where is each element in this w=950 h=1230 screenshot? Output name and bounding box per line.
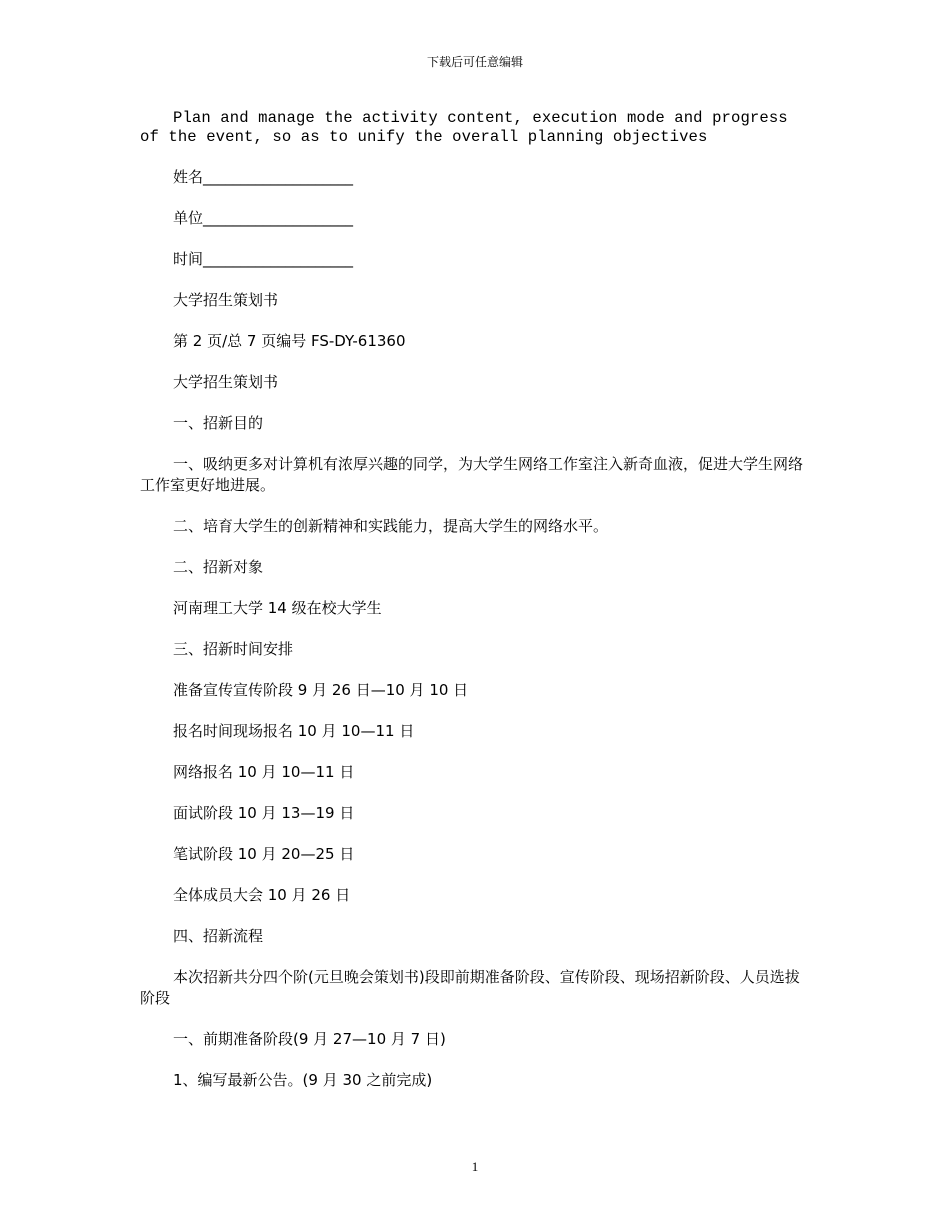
unit-field-line: 单位____________________ [173, 209, 354, 227]
intro-paragraph: Plan and manage the activity content, execution mode and progress of the event, so as to unify the overall planning objectives [140, 109, 788, 146]
section-title: 大学招生策划书 [173, 373, 279, 391]
schedule-item: 准备宣传宣传阶段 9 月 26 日—10 月 10 日 [173, 681, 469, 699]
heading-schedule: 三、招新时间安排 [173, 640, 294, 658]
schedule-item: 全体成员大会 10 月 26 日 [173, 886, 351, 904]
page-number: 1 [471, 1159, 479, 1174]
heading-purpose: 一、招新目的 [173, 414, 264, 432]
time-field-line: 时间____________________ [173, 250, 354, 268]
schedule-item: 面试阶段 10 月 13—19 日 [173, 804, 355, 822]
target-text: 河南理工大学 14 级在校大学生 [173, 599, 382, 617]
purpose-item-1: 一、吸纳更多对计算机有浓厚兴趣的同学，为大学生网络工作室注入新奇血液，促进大学生网络工作室更好地进展。 [140, 455, 804, 494]
page-header: 下载后可任意编辑 [426, 55, 523, 69]
heading-process: 四、招新流程 [173, 927, 264, 945]
process-stage-1: 一、前期准备阶段(9 月 27—10 月 7 日) [173, 1030, 446, 1048]
schedule-item: 网络报名 10 月 10—11 日 [173, 763, 355, 781]
document-body [140, 109, 810, 1111]
process-step-1: 1、编写最新公告。(9 月 30 之前完成) [173, 1071, 433, 1089]
page-info-line: 第 2 页/总 7 页编号 FS-DY-61360 [173, 332, 406, 350]
schedule-item: 报名时间现场报名 10 月 10—11 日 [173, 722, 415, 740]
name-field-line: 姓名____________________ [173, 168, 354, 186]
schedule-item: 笔试阶段 10 月 20—25 日 [173, 845, 355, 863]
purpose-item-2: 二、培育大学生的创新精神和实践能力，提高大学生的网络水平。 [173, 517, 609, 535]
document-title: 大学招生策划书 [173, 291, 279, 309]
heading-target: 二、招新对象 [173, 558, 264, 576]
process-overview: 本次招新共分四个阶(元旦晚会策划书)段即前期准备阶段、宣传阶段、现场招新阶段、人员选拔阶段 [140, 968, 800, 1007]
